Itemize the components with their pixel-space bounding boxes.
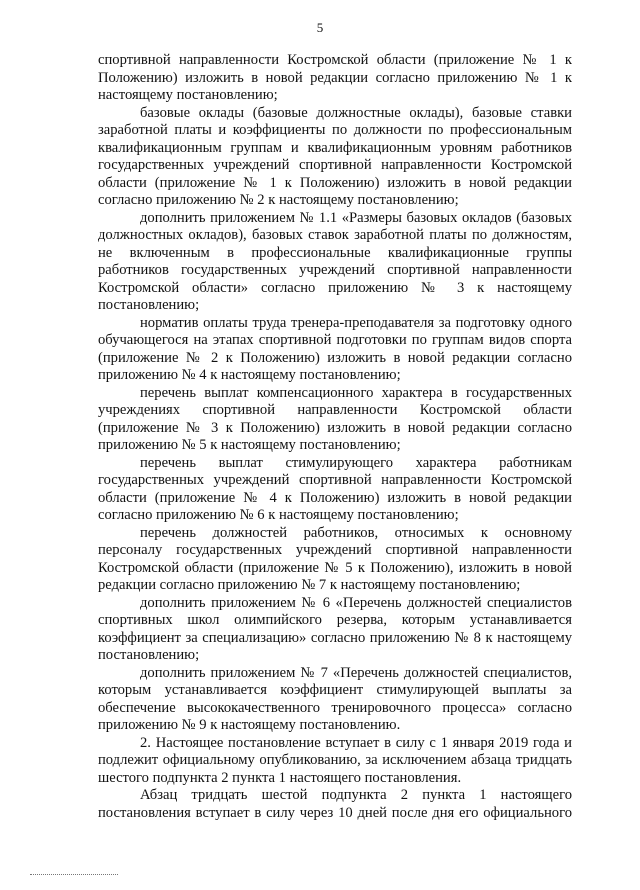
text-line: учреждениях спортивной направленности Костромской области [98,402,572,418]
text-line: которым устанавливается коэффициент стимулирующей выплаты за [98,682,572,698]
page-number: 5 [316,20,324,35]
text-line: области (приложение № 4 к Положению) изложить в новой редакции [98,489,572,506]
text-line: постановлению; [98,297,200,313]
document-body [98,52,572,822]
text-line: не включенным в профессиональные квалификационные группы [98,244,572,261]
text-line: (приложение № 3 к Положению) изложить в новой редакции согласно [98,419,572,436]
text-line: дополнить приложением № 7 «Перечень должностей специалистов, [140,664,572,681]
text-line: спортивной направленности Костромской области (приложение № 1 к [98,52,572,68]
text-line: настоящему постановлению; [98,87,278,103]
text-line: Абзац тридцать шестой подпункта 2 пункта 1 настоящего [140,787,572,803]
text-line: подлежит официальному опубликованию, за исключением абзаца тридцать [98,752,572,768]
paragraph [98,735,572,788]
text-line: 2. Настоящее постановление вступает в силу с 1 января 2019 года и [140,734,572,751]
text-line: приложению № 4 к настоящему постановлению; [98,367,401,383]
text-line: согласно приложению № 6 к настоящему постановлению; [98,507,459,523]
text-line: персоналу государственных учреждений спортивной направленности [98,542,572,558]
paragraph [98,525,572,595]
text-line: государственных учреждений спортивной направленности Костромской [98,157,572,173]
paragraph [98,787,572,822]
text-line: дополнить приложением № 6 «Перечень должностей специалистов [140,594,572,611]
text-line: обучающегося на этапах спортивной подготовки по группам видов спорта [98,332,572,348]
paragraph [98,665,572,735]
text-line: редакции согласно приложению № 7 к настоящему постановлению; [98,577,521,593]
text-line: приложению № 9 к настоящему постановлению. [98,717,401,733]
text-line: заработной платы и коэффициенты по должности по профессиональным [98,122,572,138]
paragraph [98,210,572,315]
text-line: согласно приложению № 2 к настоящему постановлению; [98,192,459,208]
paragraph [98,595,572,665]
text-line: должностных окладов), базовых ставок заработной платы по должностям, [98,227,572,243]
text-line: приложению № 5 к настоящему постановлению; [98,437,401,453]
paragraph [98,105,572,210]
paragraph [98,315,572,385]
text-line: квалификационным группам и квалификационным уровням работников [98,139,572,156]
text-line: дополнить приложением № 1.1 «Размеры базовых окладов (базовых [140,209,572,226]
paragraph [98,52,572,105]
text-line: перечень выплат стимулирующего характера работникам [140,454,572,471]
text-line: коэффициент за специализацию» согласно приложению № 8 к настоящему [98,629,572,646]
text-line: постановлению; [98,647,200,663]
text-line: постановления вступает в силу через 10 дней после дня его официального [98,804,572,821]
footer-divider [30,874,118,875]
text-line: Костромской области» согласно приложению № 3 к настоящему [98,279,572,296]
text-line: базовые оклады (базовые должностные оклады), базовые ставки [140,104,572,121]
paragraph [98,385,572,455]
text-line: норматив оплаты труда тренера-преподавателя за подготовку одного [140,314,572,331]
text-line: спортивных школ олимпийского резерва, которым устанавливается [98,612,572,628]
paragraph [98,455,572,525]
text-line: перечень должностей работников, относимых к основному [140,524,572,541]
text-line: Костромской области (приложение № 5 к Положению), изложить в новой [98,559,572,576]
text-line: шестого подпункта 2 пункта 1 настоящего постановления. [98,769,462,786]
text-line: Положению) изложить в новой редакции согласно приложению № 1 к [98,69,572,86]
text-line: (приложение № 2 к Положению) изложить в новой редакции согласно [98,349,572,366]
text-line: обеспечение высококачественного тренировочного процесса» согласно [98,699,572,716]
text-line: области (приложение № 1 к Положению) изложить в новой редакции [98,174,572,191]
text-line: перечень выплат компенсационного характера в государственных [140,384,572,401]
text-line: государственных учреждений спортивной направленности Костромской [98,472,572,488]
text-line: работников государственных учреждений спортивной направленности [98,262,572,278]
